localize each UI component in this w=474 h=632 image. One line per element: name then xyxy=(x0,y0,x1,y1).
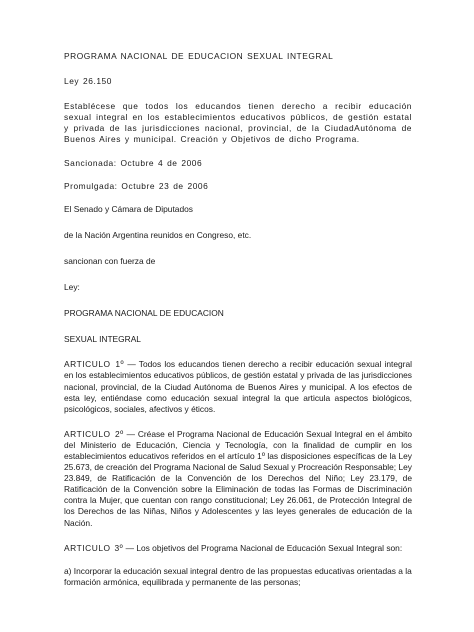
senate-line: El Senado y Cámara de Diputados xyxy=(64,203,193,214)
document-title: PROGRAMA NACIONAL DE EDUCACION SEXUAL INTEGRAL xyxy=(64,51,334,61)
article-3-text: — Los objetivos del Programa Nacional de Educación Sexual Integral son: xyxy=(123,542,403,553)
article-3 xyxy=(64,543,412,554)
article-1-label: ARTICULO 1º xyxy=(64,359,125,370)
article-2-label: ARTICULO 2º xyxy=(64,428,124,439)
program-subheading: SEXUAL INTEGRAL xyxy=(64,334,141,345)
ley-label: Ley: xyxy=(64,282,80,293)
objective-a: a) Incorporar la educación sexual integral dentro de las propuestas educativas orientadas a la formación armónica, equilibrada y permanente de las personas; xyxy=(64,565,412,587)
law-summary: Establécese que todos los educandos tienen derecho a recibir educación sexual integral en los establecimientos educativos públicos, de gestión estatal y privada de las jurisdicciones nacional, provincial, de la CiudadAutónoma de Buenos Aires y municipal. Creación y Objetivos de dicho Programa. xyxy=(64,101,412,145)
promulgation-date: Promulgada: Octubre 23 de 2006 xyxy=(64,180,209,191)
article-1 xyxy=(64,359,412,414)
article-1-text: — Todos los educandos tienen derecho a recibir educación sexual integral en los establecimientos educativos públicos, de gestión estatal y privada de las jurisdicciones nacional, provincial, de la Ciudad Autónoma de Buenos Aires y municipal. A los efectos de esta ley, entiéndase como educación sexual integral la que articula aspectos biológicos, psicológicos, sociales, afectivos y éticos. xyxy=(64,359,412,414)
sanction-line: sancionan con fuerza de xyxy=(64,255,156,266)
nation-line: de la Nación Argentina reunidos en Congreso, etc. xyxy=(64,229,252,240)
law-number: Ley 26.150 xyxy=(64,76,112,87)
article-2 xyxy=(64,429,412,529)
sanction-date: Sancionada: Octubre 4 de 2006 xyxy=(64,157,203,168)
law-document xyxy=(64,51,412,588)
program-heading: PROGRAMA NACIONAL DE EDUCACION xyxy=(64,308,224,319)
article-2-text: — Créase el Programa Nacional de Educación Sexual Integral en el ámbito del Ministerio de Educación, Ciencia y Tecnología, con la finalidad de cumplir en los establecimientos educativos referidos en el artículo 1º las disposiciones específicas de la Ley 25.673, de creación del Programa Nacional de Salud Sexual y Procreación Responsable; Ley 23.849, de Ratificación de la Convención de los Derechos del Niño; Ley 23.179, de Ratificación de la Convención sobre la Eliminación de todas las Formas de Discriminación contra la Mujer, que cuentan con rango constitucional; Ley 26.061, de Protección Integral de los Derechos de las Niñas, Niños y Adolescentes y las leyes generales de educación de la Nación. xyxy=(64,428,412,528)
article-3-label: ARTICULO 3º xyxy=(64,542,124,553)
